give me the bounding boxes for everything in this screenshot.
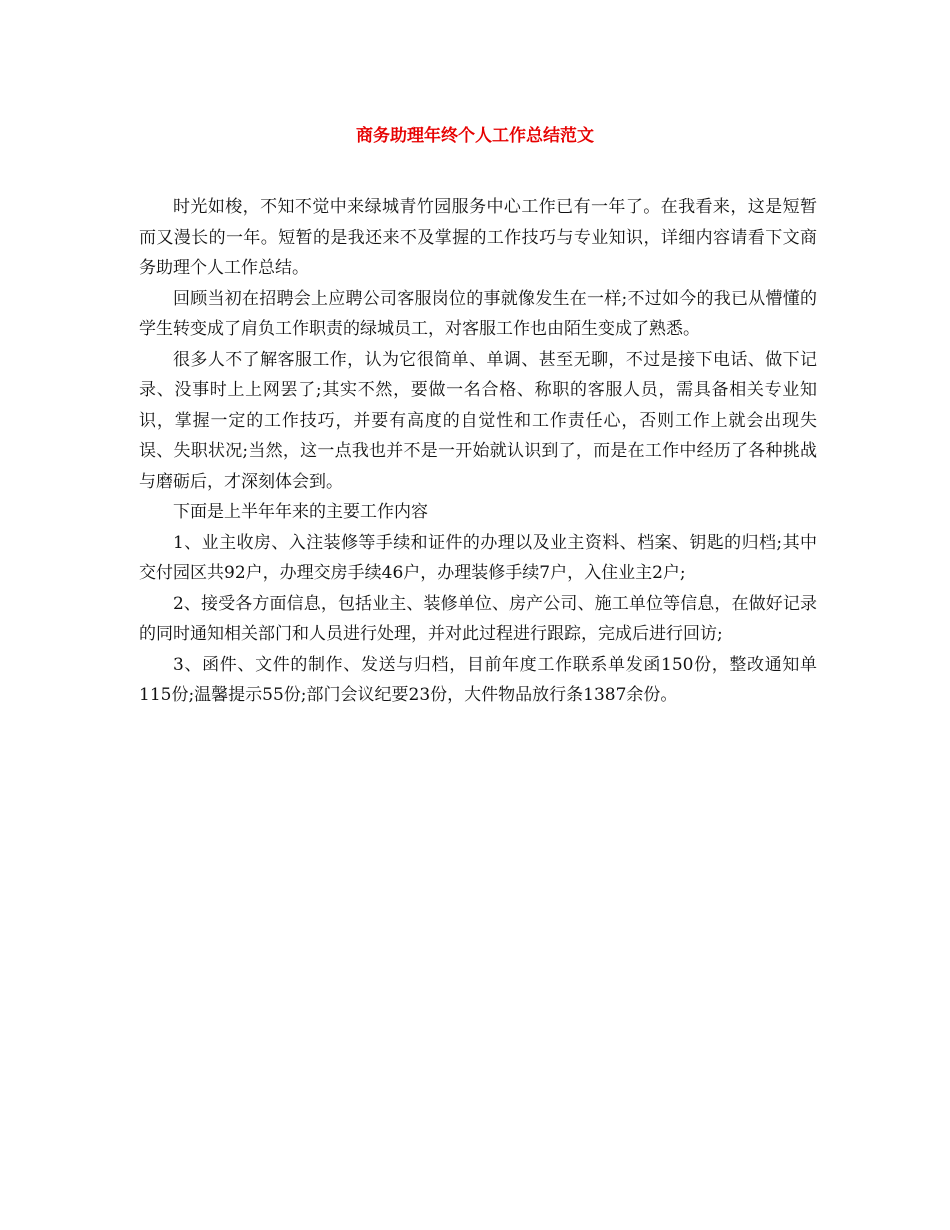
document-title: 商务助理年终个人工作总结范文 <box>356 126 594 146</box>
paragraph-item-3: 3、函件、文件的制作、发送与归档，目前年度工作联系单发函150份，整改通知单115份;温馨提示55份;部门会议纪要23份，大件物品放行条1387余份。 <box>139 654 817 705</box>
paragraph-item-1: 1、业主收房、入注装修等手续和证件的办理以及业主资料、档案、钥匙的归档;其中交付园区共92户，办理交房手续46户，办理装修手续7户，入住业主2户; <box>139 532 817 583</box>
paragraph-work-heading: 下面是上半年年来的主要工作内容 <box>173 502 428 522</box>
paragraph-review: 回顾当初在招聘会上应聘公司客服岗位的事就像发生在一样;不过如今的我已从懵懂的学生转变成了肩负工作职责的绿城员工，对客服工作也由陌生变成了熟悉。 <box>139 288 817 339</box>
paragraph-intro: 时光如梭，不知不觉中来绿城青竹园服务中心工作已有一年了。在我看来，这是短暂而又漫长的一年。短暂的是我还来不及掌握的工作技巧与专业知识，详细内容请看下文商务助理个人工作总结。 <box>139 197 817 278</box>
document-body <box>139 192 817 711</box>
paragraph-customer-service: 很多人不了解客服工作，认为它很简单、单调、甚至无聊，不过是接下电话、做下记录、没事时上上网罢了;其实不然，要做一名合格、称职的客服人员，需具备相关专业知识，掌握一定的工作技巧，并要有高度的自觉性和工作责任心，否则工作上就会出现失误、失职状况;当然，这一点我也并不是一开始就认识到了，而是在工作中经历了各种挑战与磨砺后，才深刻体会到。 <box>139 349 817 492</box>
paragraph-item-2: 2、接受各方面信息，包括业主、装修单位、房产公司、施工单位等信息，在做好记录的同时通知相关部门和人员进行处理，并对此过程进行跟踪，完成后进行回访; <box>139 593 817 644</box>
